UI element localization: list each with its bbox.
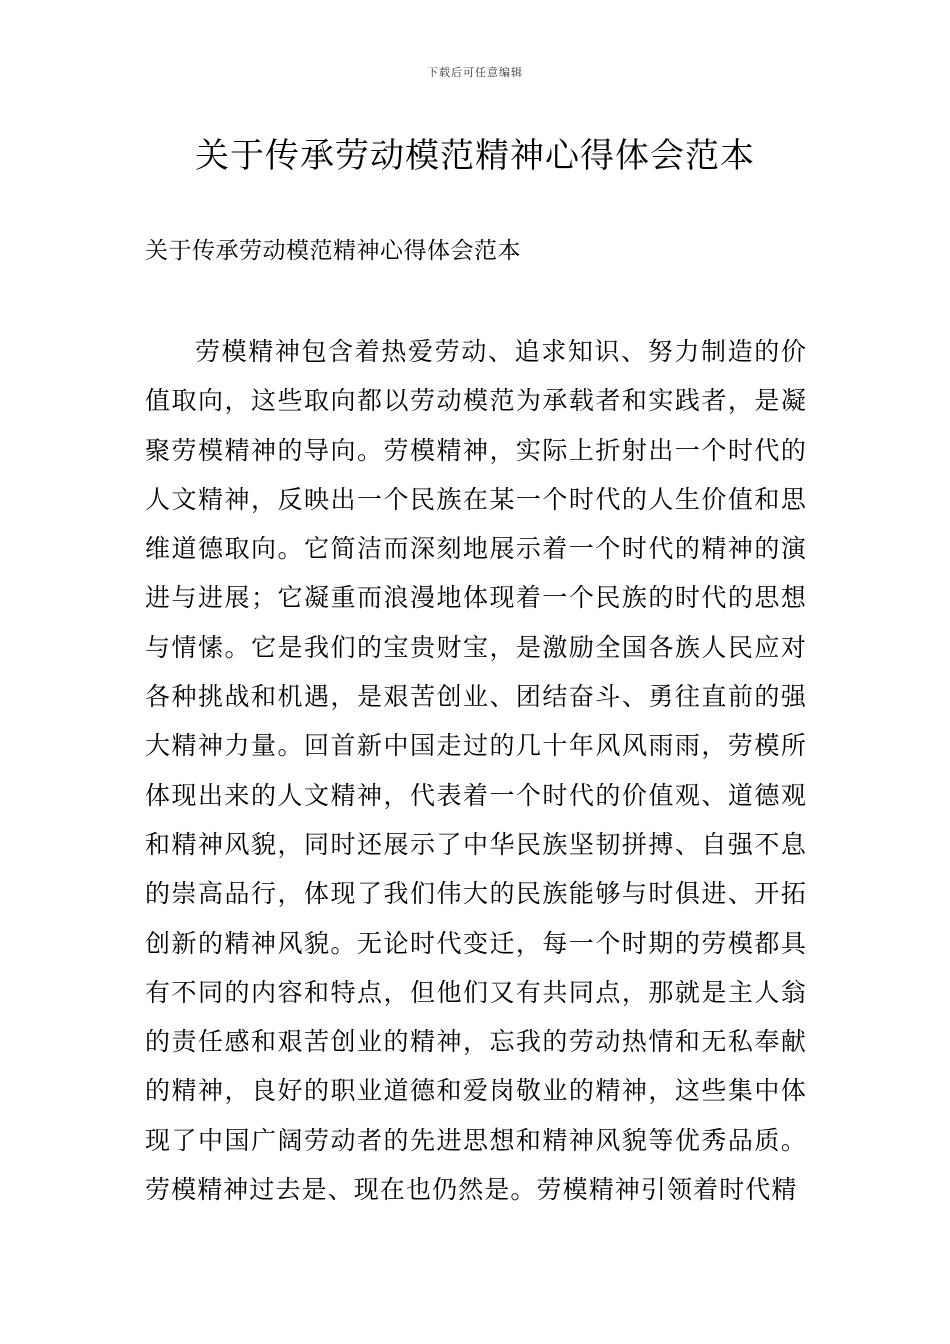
document-title: 关于传承劳动模范精神心得体会范本 — [195, 136, 755, 176]
header-note: 下载后可任意编辑 — [427, 66, 523, 79]
document-subtitle: 关于传承劳动模范精神心得体会范本 — [145, 238, 521, 264]
body-paragraph: 劳模精神包含着热爱劳动、追求知识、努力制造的价值取向，这些取向都以劳动模范为承载者和实践者，是凝聚劳模精神的导向。劳模精神，实际上折射出一个时代的人文精神，反映出一个民族在某一个时代的人生价值和思维道德取向。它简洁而深刻地展示着一个时代的精神的演进与进展；它凝重而浪漫地体现着一个民族的时代的思想与情愫。它是我们的宝贵财宝，是激励全国各族人民应对各种挑战和机遇，是艰苦创业、团结奋斗、勇往直前的强大精神力量。回首新中国走过的几十年风风雨雨，劳模所体现出来的人文精神，代表着一个时代的价值观、道德观和精神风貌，同时还展示了中华民族坚韧拼搏、自强不息的崇高品行，体现了我们伟大的民族能够与时俱进、开拓创新的精神风貌。无论时代变迁，每一个时期的劳模都具有不同的内容和特点，但他们又有共同点，那就是主人翁的责任感和艰苦创业的精神，忘我的劳动热情和无私奉献的精神，良好的职业道德和爱岗敬业的精神，这些集中体现了中国广阔劳动者的先进思想和精神风貌等优秀品质。劳模精神过去是、现在也仍然是。劳模精神引领着时代精 — [145, 337, 807, 1205]
